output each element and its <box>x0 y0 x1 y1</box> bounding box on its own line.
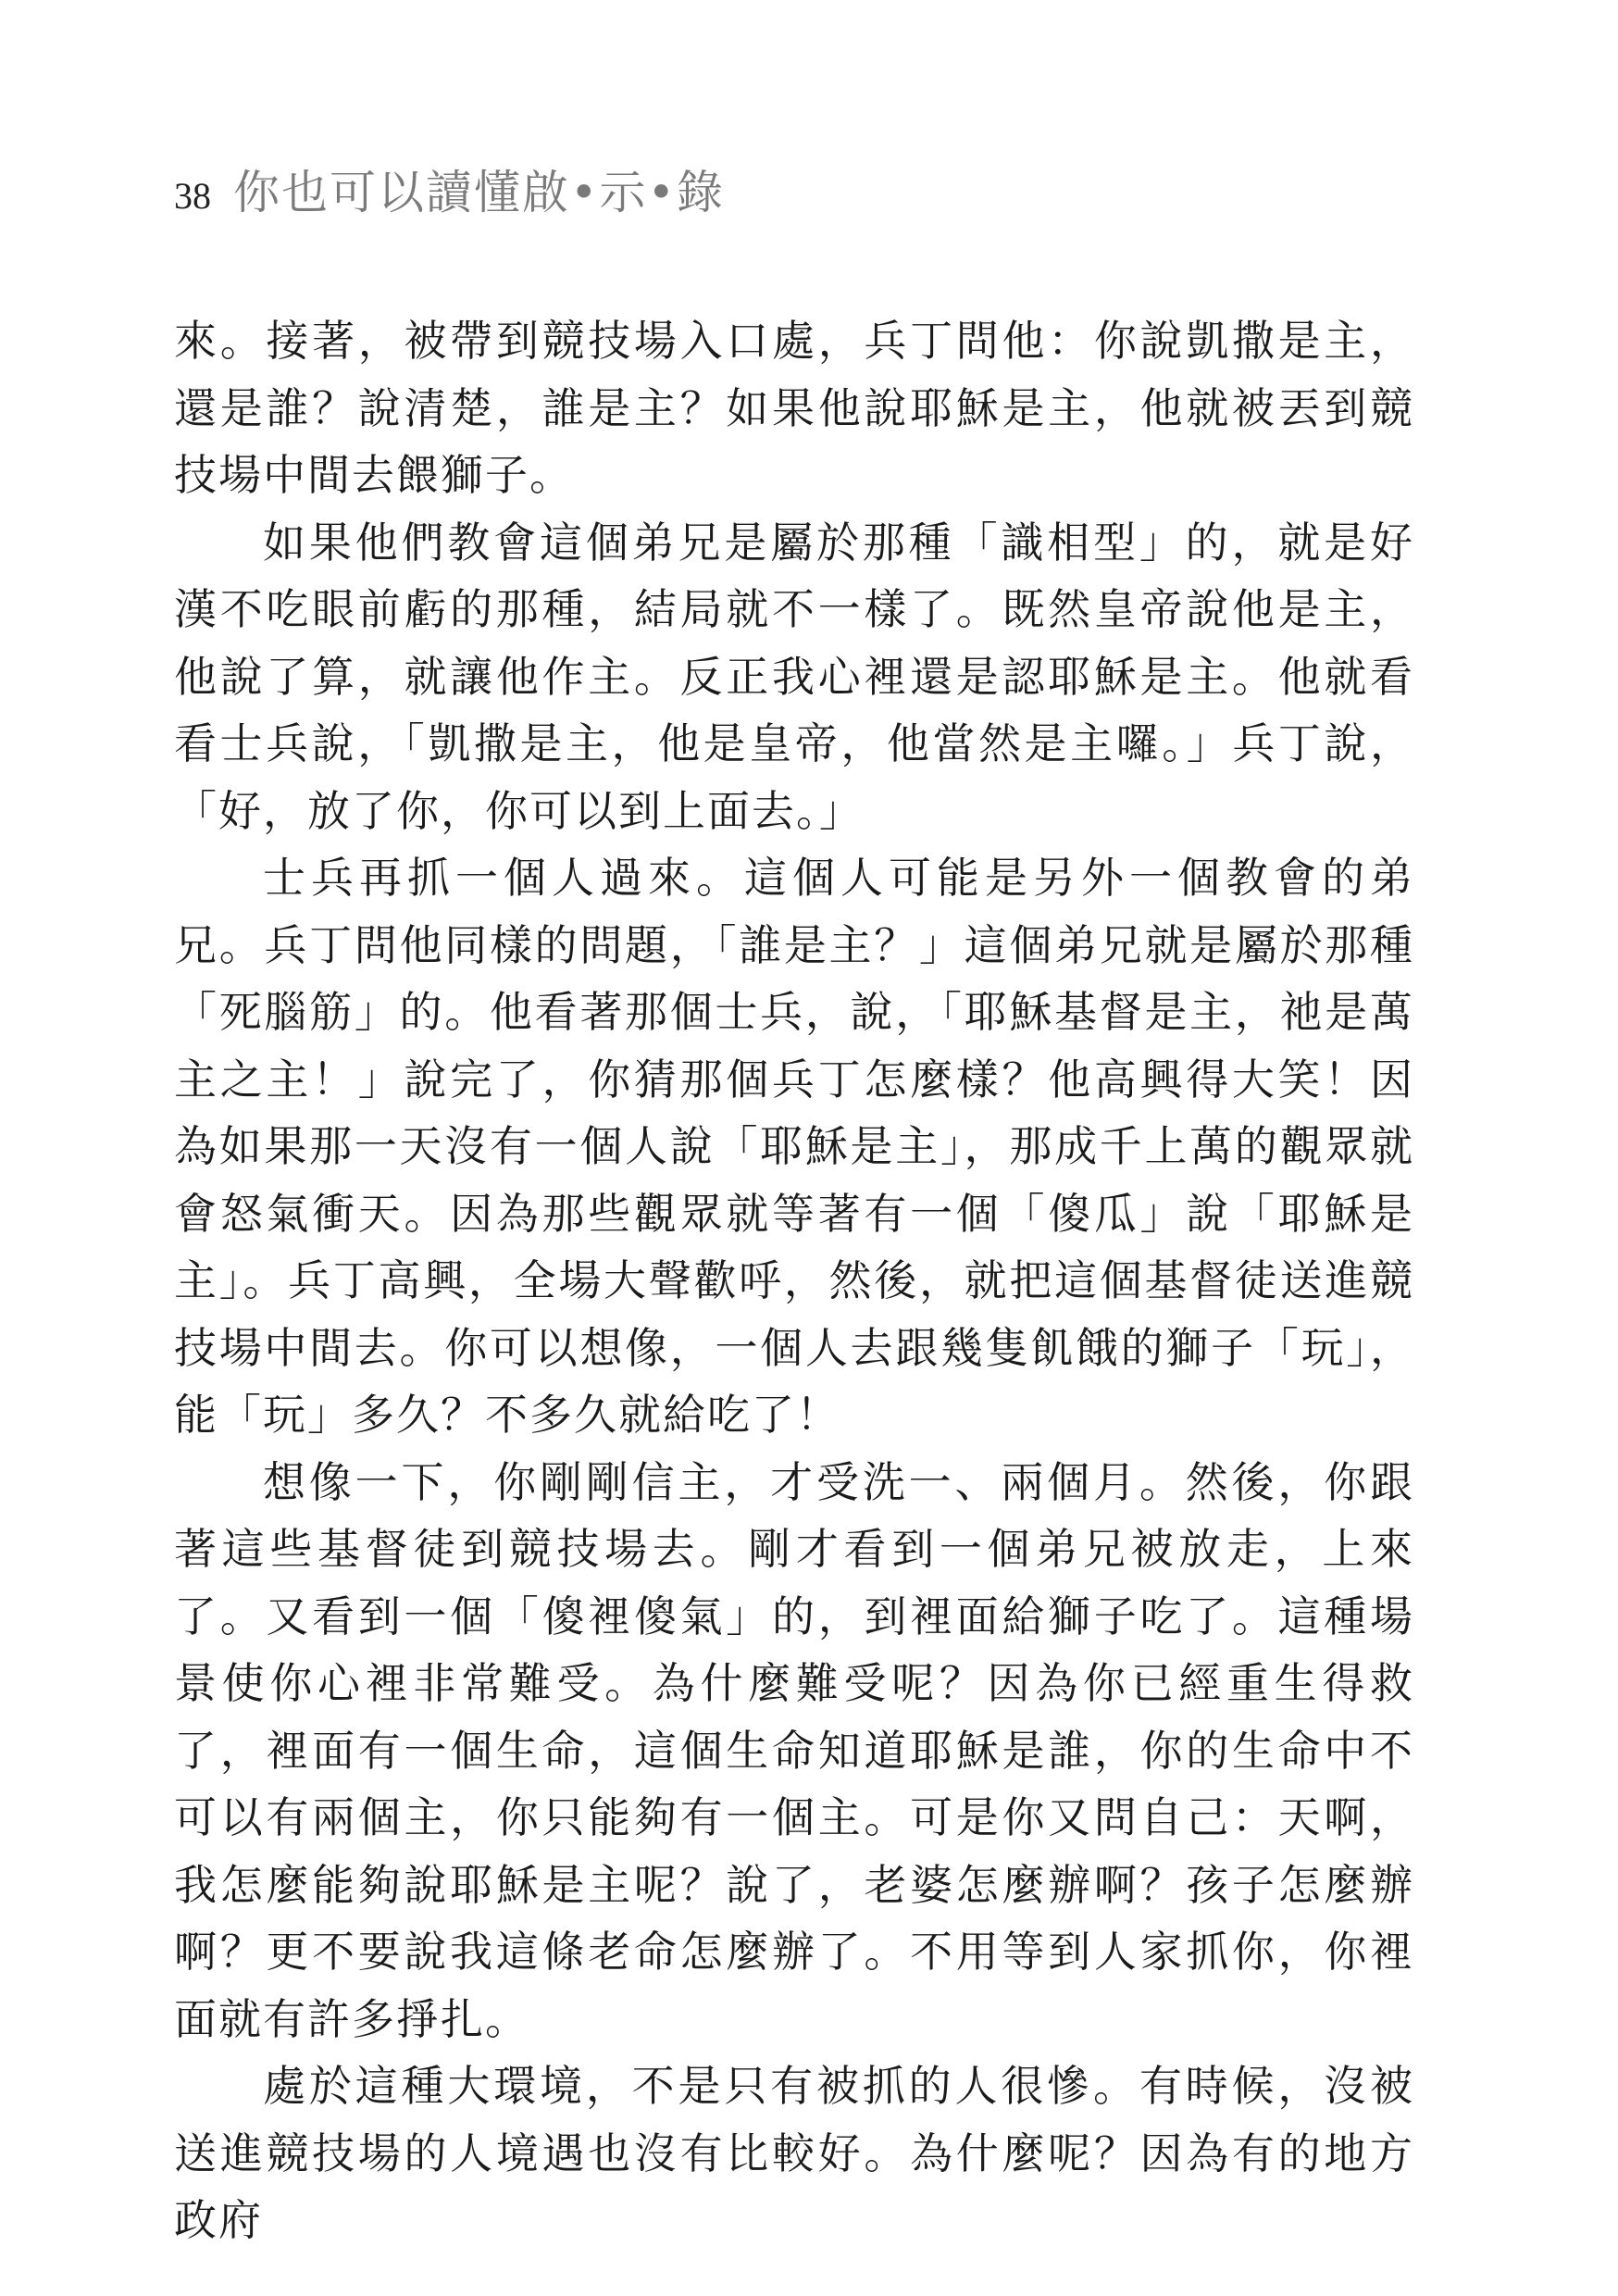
paragraph-4: 想像一下，你剛剛信主，才受洗一、兩個月。然後，你跟著這些基督徒到競技場去。剛才看到一個弟兄被放走，上來了。又看到一個「傻裡傻氣」的，到裡面給獅子吃了。這種場景使你心裡非常難受。為什麼難受呢？因為你已經重生得救了，裡面有一個生命，這個生命知道耶穌是誰，你的生命中不可以有兩個主，你只能夠有一個主。可是你又問自己：天啊，我怎麼能夠說耶穌是主呢？說了，老婆怎麼辦啊？孩子怎麼辦啊？更不要說我這條老命怎麼辦了。不用等到人家抓你，你裡面就有許多掙扎。 <box>174 1456 1414 2044</box>
running-header <box>174 156 725 220</box>
page-number: 38 <box>174 175 211 217</box>
paragraph-2: 如果他們教會這個弟兄是屬於那種「識相型」的，就是好漢不吃眼前虧的那種，結局就不一樣了。既然皇帝說他是主，他說了算，就讓他作主。反正我心裡還是認耶穌是主。他就看看士兵說，「凱撒是主，他是皇帝，他當然是主囉。」兵丁說，「好，放了你，你可以到上面去。」 <box>174 517 1414 836</box>
paragraph-3: 士兵再抓一個人過來。這個人可能是另外一個教會的弟兄。兵丁問他同樣的問題，「誰是主？」這個弟兄就是屬於那種「死腦筋」的。他看著那個士兵，說，「耶穌基督是主，祂是萬主之主！」說完了，你猜那個兵丁怎麼樣？他高興得大笑！因為如果那一天沒有一個人說「耶穌是主」，那成千上萬的觀眾就會怒氣衝天。因為那些觀眾就等著有一個「傻瓜」說「耶穌是主」。兵丁高興，全場大聲歡呼，然後，就把這個基督徒送進競技場中間去。你可以想像，一個人去跟幾隻飢餓的獅子「玩」，能「玩」多久？不多久就給吃了！ <box>174 853 1414 1440</box>
body-text <box>174 307 1414 2254</box>
book-title: 你也可以讀懂啟•示•錄 <box>233 166 725 219</box>
paragraph-1: 來。接著，被帶到競技場入口處，兵丁問他：你說凱撒是主，還是誰？說清楚，誰是主？如果他說耶穌是主，他就被丟到競技場中間去餵獅子。 <box>174 316 1414 500</box>
paragraph-5: 處於這種大環境，不是只有被抓的人很慘。有時候，沒被送進競技場的人境遇也沒有比較好。為什麼呢？因為有的地方政府 <box>174 2061 1414 2245</box>
